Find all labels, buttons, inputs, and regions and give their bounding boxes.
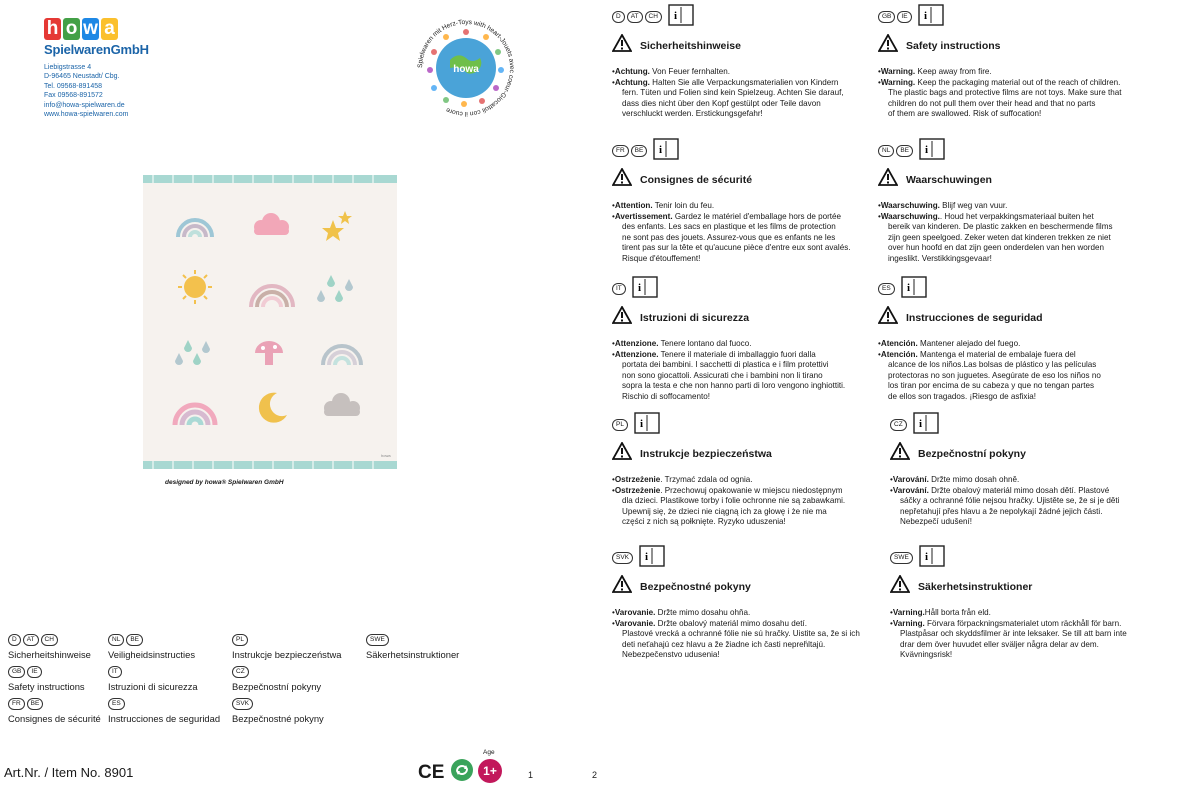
warning-icon [612,34,632,57]
bullet: • [612,211,615,221]
logo-letter: w [83,18,98,39]
manual-book-icon [919,138,945,165]
manual-book-icon [632,276,658,303]
bullet: • [612,618,615,628]
country-code-badge: ES [878,283,895,295]
country-code-badge: ES [108,698,125,710]
instruction-line [878,254,1143,265]
bullet: • [878,339,881,348]
country-code-badge: D [8,634,21,646]
address-line: info@howa-spielwaren.de [44,101,125,109]
country-code-badge: GB [878,11,895,23]
company-logo [44,18,149,119]
instruction-text: children do not pull them over their head and that no parts [888,98,1096,108]
instruction-text: Halten Sie alle Verpackungsmaterialien von Kindern [649,77,839,87]
instruction-text: de ellos son tragados. ¡Riesgo de asfixia! [888,391,1037,401]
instruction-text: Držte obalový materiál mimo dosah dětí. Plastové [928,485,1110,495]
svg-text:i: i [918,417,922,430]
page-number-left: 1 [528,770,534,780]
index-entry [108,666,198,692]
country-flags [890,547,1155,569]
instruction-text: los tiran por encima de su cabeza y que no tengan partes [888,381,1095,391]
company-address [44,63,149,119]
index-label: Consignes de sécurité [8,713,101,724]
manual-book-icon [919,545,945,572]
address-line: Fax 09568-891572 [44,92,103,100]
blanket-tag: howa [381,453,391,458]
svg-text:i: i [659,143,663,156]
instruction-text: Förvara förpackningsmaterialet utom räckhåll för barn. [924,618,1122,628]
instruction-text: drar dem över huvudet eller sväljer några delar av dem. [900,639,1099,649]
instruction-line [612,243,877,254]
warning-keyword: Attention. [614,201,653,210]
country-flags [612,6,877,28]
country-code-badge: NL [878,145,894,157]
instruction-line [612,222,877,233]
instruction-line [612,619,877,630]
logo-letter: a [101,18,118,40]
svg-text:i: i [673,9,677,22]
section-body [612,67,877,120]
instruction-line [878,109,1143,120]
article-number: Art.Nr. / Item No. 8901 [4,765,134,780]
instruction-line [612,650,877,661]
manual-book-icon [668,4,694,31]
country-code-badge: PL [232,634,248,646]
instruction-line [878,339,1143,350]
age-badge: 1+ [478,759,502,783]
registered-mark: ® [123,18,138,39]
index-label: Bezpečnostní pokyny [232,681,322,692]
instruction-line [612,486,877,497]
instruction-line [612,109,877,120]
instruction-text: verschluckt werden. Erstickungsgefahr! [622,109,763,119]
instruction-text: over hun hoofd en dat zijn geen onderdelen van hen worden [888,243,1104,253]
instruction-text: fern. Tüten und Folien sind kein Spielzeug. Achten Sie darauf, [622,88,844,98]
country-code-badge: CH [645,11,662,23]
warning-keyword: Avertissement. [614,211,673,221]
instruction-line [890,608,1155,619]
svg-text:i: i [924,550,928,563]
warning-keyword: Varning. [892,608,925,617]
index-label: Instrukcje bezpieczeństwa [232,649,342,660]
safety-section [878,140,1143,265]
instruction-line [612,88,877,99]
warning-keyword: Warning. [880,67,916,76]
instruction-line [890,650,1155,661]
instruction-text: Kvävningsrisk! [900,650,953,660]
instruction-line [612,608,877,619]
warning-keyword: Varování. [892,485,929,495]
instruction-text: . Houd het verpakkingsmateriaal buiten het [939,211,1094,221]
manual-book-icon [634,412,660,439]
country-code-badge: BE [631,145,648,157]
instruction-line [612,629,877,640]
instruction-text: Blijf weg van vuur. [939,201,1008,210]
instruction-line [878,243,1143,254]
section-title: Waarschuwingen [906,173,992,186]
bullet: • [612,77,615,87]
bullet: • [612,349,615,359]
section-title: Sicherheitshinweise [640,39,741,52]
warning-keyword: Varning. [892,618,925,628]
instruction-text: Rischio di soffocamento! [622,391,711,401]
instruction-text: dass dies nicht über den Kopf gestülpt oder Teile davon [622,98,821,108]
manual-book-icon [639,545,665,572]
instruction-line [890,619,1155,630]
instruction-text: of them are swallowed. Risk of suffocation! [888,109,1042,119]
instruction-text: zijn geen speelgoed. Zeker weten dat kinderen trekken ze niet [888,232,1111,242]
svg-text:i: i [924,143,929,156]
svg-text:i: i [639,417,644,430]
instruction-line [612,392,877,403]
instruction-line [612,507,877,518]
country-flags [612,414,877,436]
section-body [878,339,1143,403]
instruction-line [612,78,877,89]
instruction-line [612,201,877,212]
manual-book-icon [918,4,944,31]
instruction-line [612,212,877,223]
bullet: • [878,211,881,221]
country-code-badge: CH [41,634,58,646]
instruction-line [878,99,1143,110]
instruction-line [878,381,1143,392]
safety-section [878,6,1143,120]
manual-book-icon [901,276,927,303]
instruction-text: alcance de los niños.Las bolsas de plástico y las películas [888,360,1097,370]
country-code-badge: SVK [612,552,633,564]
instruction-line [878,350,1143,361]
instruction-text: Tenere lontano dal fuoco. [658,339,752,348]
bullet: • [612,608,615,617]
address-line: Liebigstrasse 4 [44,64,92,71]
warning-icon [890,575,910,598]
warning-keyword: Varovanie. [614,608,656,617]
country-code-badge: CZ [890,419,907,431]
logo-letter: o [63,18,80,40]
country-flags [878,6,1143,28]
country-flags [612,140,877,162]
instruction-text: Von Feuer fernhalten. [649,67,731,76]
instruction-text: . Przechowuj opakowanie w miejscu niedostępnym [660,485,843,495]
section-body [612,475,877,528]
warning-keyword: Ostrzeżenie [614,475,661,484]
section-body [890,608,1155,661]
instruction-line [878,212,1143,223]
index-entry [232,634,341,660]
safety-section [890,547,1155,661]
instruction-text: ingeslikt. Verstikkingsgevaar! [888,253,992,263]
instruction-text: Gardez le matériel d'emballage hors de portée [672,211,842,221]
svg-text:i: i [923,9,927,22]
country-code-badge: FR [612,145,629,157]
country-flags [612,547,877,569]
instruction-text: bereik van kinderen. De plastic zakken en beschermende films [888,222,1113,232]
instruction-text: Keep away from fire. [915,67,992,76]
instruction-text: sáčky a ochranné fólie nejsou hračky. Ujistěte se, že si je děti [900,496,1120,506]
section-body [612,608,877,661]
instruction-text: nepřetahují přes hlavu a že nepolykají žádné jejich části. [900,506,1103,516]
country-code-badge: IT [108,666,122,678]
bullet: • [890,485,893,495]
instruction-text: Upewnij się, że dzieci nie ciągną ich za głowę i że nie ma [622,506,827,516]
instruction-text: . Trzymać zdala od ognia. [660,475,753,484]
index-label: Bezpečnostné pokyny [232,713,324,724]
instruction-text: Risque d'étouffement! [622,253,701,263]
index-label: Instrucciones de seguridad [108,713,221,724]
instruction-line [878,67,1143,78]
recycle-icon [450,758,474,782]
instruction-line [612,517,877,528]
country-code-badge: BE [27,698,44,710]
index-entry [8,666,85,692]
country-code-badge: IE [27,666,41,678]
howa-wordmark [44,18,149,40]
warning-keyword: Varovanie. [614,618,656,628]
warning-icon [612,168,632,191]
bullet: • [612,201,615,210]
bullet: • [612,475,615,484]
instruction-text: Tenere il materiale di imballaggio fuori dalla [658,349,816,359]
country-code-badge: AT [627,11,643,23]
instruction-line [890,629,1155,640]
section-body [890,475,1155,528]
country-code-badge: BE [126,634,143,646]
safety-section [612,140,877,265]
index-entry [108,698,220,724]
instruction-text: Nebezpečenstvo udusenia! [622,650,720,660]
manual-book-icon [913,412,939,439]
age-label: Age [483,749,495,756]
instruction-line [890,507,1155,518]
index-entry [8,698,101,724]
instruction-line [878,88,1143,99]
section-title: Säkerhetsinstruktioner [918,580,1033,593]
instruction-text: Plastpåsar och skyddsfilmer är inte leksaker. Se till att barn inte [900,629,1127,639]
address-line: D-96465 Neustadt/ Cbg. [44,73,120,81]
country-code-badge: SWE [890,552,913,564]
warning-keyword: Waarschuwing. [880,211,940,221]
country-code-badge: CZ [232,666,249,678]
warning-icon [878,34,898,57]
country-code-badge: BE [896,145,913,157]
instruction-text: Håll borta från eld. [924,608,991,617]
instruction-text: dla dzieci. Plastikowe torby i folie ochronne nie są zabawkami. [622,496,846,506]
section-title: Safety instructions [906,39,1001,52]
country-code-badge: SVK [232,698,253,710]
instruction-line [612,475,877,486]
bullet: • [890,608,893,617]
instruction-line [890,486,1155,497]
warning-keyword: Warning. [880,77,916,87]
safety-section [612,547,877,661]
instruction-text: Nebezpečí udušení! [900,517,972,527]
index-entry [366,634,459,660]
section-body [878,201,1143,265]
index-entry [108,634,195,660]
instruction-text: Držte mimo dosah ohně. [928,475,1020,484]
country-code-badge: NL [108,634,124,646]
seal-center: howa [453,64,479,75]
instruction-line [612,350,877,361]
instruction-line [612,67,877,78]
index-entry [232,666,321,692]
instruction-text: deti neťahajú cez hlavu a že žiadne ich časti nepreh́ltajú. [622,639,826,649]
section-title: Bezpečnostní pokyny [918,447,1026,460]
address-line: Tel. 09568-891458 [44,82,102,90]
instruction-line [878,78,1143,89]
warning-keyword: Ostrzeżenie [614,485,661,495]
warning-keyword: Attenzione. [614,349,659,359]
safety-section [612,414,877,528]
ce-mark: CE [418,762,445,783]
address-line: www.howa-spielwaren.com [44,111,129,119]
instruction-text: Plastové vrecká a ochranné fólie nie sú hračky. Uistite sa, že si ich [622,629,860,639]
instruction-line [878,222,1143,233]
company-name: SpielwarenGmbH [44,42,149,57]
warning-keyword: Achtung. [614,67,650,76]
country-code-badge: SWE [366,634,389,646]
warning-icon [878,168,898,191]
instruction-text: Tenir loin du feu. [652,201,715,210]
instruction-line [612,339,877,350]
safety-section [878,278,1143,403]
bullet: • [612,485,615,495]
bullet: • [890,475,893,484]
instruction-text: The plastic bags and protective films are not toys. Make sure that [888,88,1122,98]
section-title: Bezpečnostné pokyny [640,580,751,593]
warning-keyword: Waarschuwing. [880,201,940,210]
instruction-text: części z nich są połknięte. Ryzyko uduszenia! [622,517,786,527]
instruction-text: sopra la testa e che non hanno parti di loro vengono inghiottiti. [622,381,846,391]
warning-icon [878,306,898,329]
bullet: • [878,349,881,359]
bullet: • [890,618,893,628]
instruction-line [878,360,1143,371]
index-entry [8,634,91,660]
instruction-line [612,99,877,110]
country-flags [612,278,877,300]
safety-section [612,278,877,403]
warning-keyword: Atención. [880,339,918,348]
section-body [612,339,877,403]
bullet: • [878,77,881,87]
svg-text:i: i [645,550,649,563]
language-index [8,634,508,724]
instruction-text: des enfants. Les sacs en plastique et les films de protection [622,222,836,232]
bullet: • [878,201,881,210]
logo-letter: h [44,18,61,40]
instruction-line [878,392,1143,403]
instruction-text: non sono giocattoli. Assicurati che i bambini non li tirano [622,370,823,380]
svg-text:i: i [637,281,641,294]
warning-icon [612,442,632,465]
country-code-badge: D [612,11,625,23]
section-title: Istruzioni di sicurezza [640,311,750,324]
svg-text:i: i [906,281,910,294]
instruction-line [612,381,877,392]
seal-ring-text: Spielwaren mit Herz-Toys with heart-Jouets avec coeur-Giocattoli con il cuore [416,18,516,118]
instruction-line [878,371,1143,382]
instruction-text: Mantener alejado del fuego. [917,339,1021,348]
section-title: Instrukcje bezpieczeństwa [640,447,772,460]
instruction-text: ne sont pas des jouets. Assurez-vous que es enfants ne les [622,232,836,242]
instruction-line [890,475,1155,486]
instruction-line [890,517,1155,528]
blanket-image [143,175,397,469]
instruction-line [890,640,1155,651]
instruction-text: protectoras no son juguetes. Asegúrate de eso los niños no [888,370,1101,380]
instruction-line [612,233,877,244]
instruction-text: Keep the packaging material out of the reach of children. [915,77,1121,87]
safety-section [612,6,877,120]
index-label: Veiligheidsinstructies [108,649,196,660]
warning-keyword: Attenzione. [614,339,659,348]
instruction-text: Držte obalový materiál mimo dosahu detí. [655,618,807,628]
warning-keyword: Varování. [892,475,929,484]
manual-book-icon [653,138,679,165]
warning-icon [612,306,632,329]
country-flags [878,140,1143,162]
instruction-line [612,640,877,651]
instruction-line [890,496,1155,507]
instruction-line [878,233,1143,244]
instruction-line [612,360,877,371]
blanket-credit: designed by howa® Spielwaren GmbH [165,479,284,486]
section-body [612,201,877,265]
instruction-line [612,254,877,265]
instruction-line [612,371,877,382]
section-title: Consignes de sécurité [640,173,753,186]
index-label: Säkerhetsinstruktioner [366,649,460,660]
index-label: Istruzioni di sicurezza [108,681,198,692]
warning-keyword: Achtung. [614,77,650,87]
index-label: Sicherheitshinweise [8,649,91,660]
warning-icon [612,575,632,598]
country-flags [890,414,1155,436]
instruction-line [878,201,1143,212]
toys-with-heart-seal [410,12,522,124]
index-label: Safety instructions [8,681,85,692]
country-code-badge: PL [612,419,628,431]
bullet: • [878,67,881,76]
country-code-badge: IT [612,283,626,295]
safety-section [890,414,1155,528]
country-code-badge: AT [23,634,39,646]
index-entry [232,698,324,724]
section-title: Instrucciones de seguridad [906,311,1043,324]
instruction-text: portata dei bambini. I sacchetti di plastica e i film protettivi [622,360,829,370]
bullet: • [612,339,615,348]
country-code-badge: FR [8,698,25,710]
instruction-text: Mantenga el material de embalaje fuera del [917,349,1076,359]
instruction-text: Držte mimo dosahu ohňa. [655,608,751,617]
warning-icon [890,442,910,465]
instruction-text: tirent pas sur la tête et qu'aucune pièce d'entre eux sont avalés. [622,243,851,253]
bullet: • [612,67,615,76]
country-code-badge: GB [8,666,25,678]
warning-keyword: Atención. [880,349,918,359]
country-flags [878,278,1143,300]
section-body [878,67,1143,120]
page-number-right: 2 [592,770,598,780]
instruction-line [612,496,877,507]
country-code-badge: IE [897,11,911,23]
